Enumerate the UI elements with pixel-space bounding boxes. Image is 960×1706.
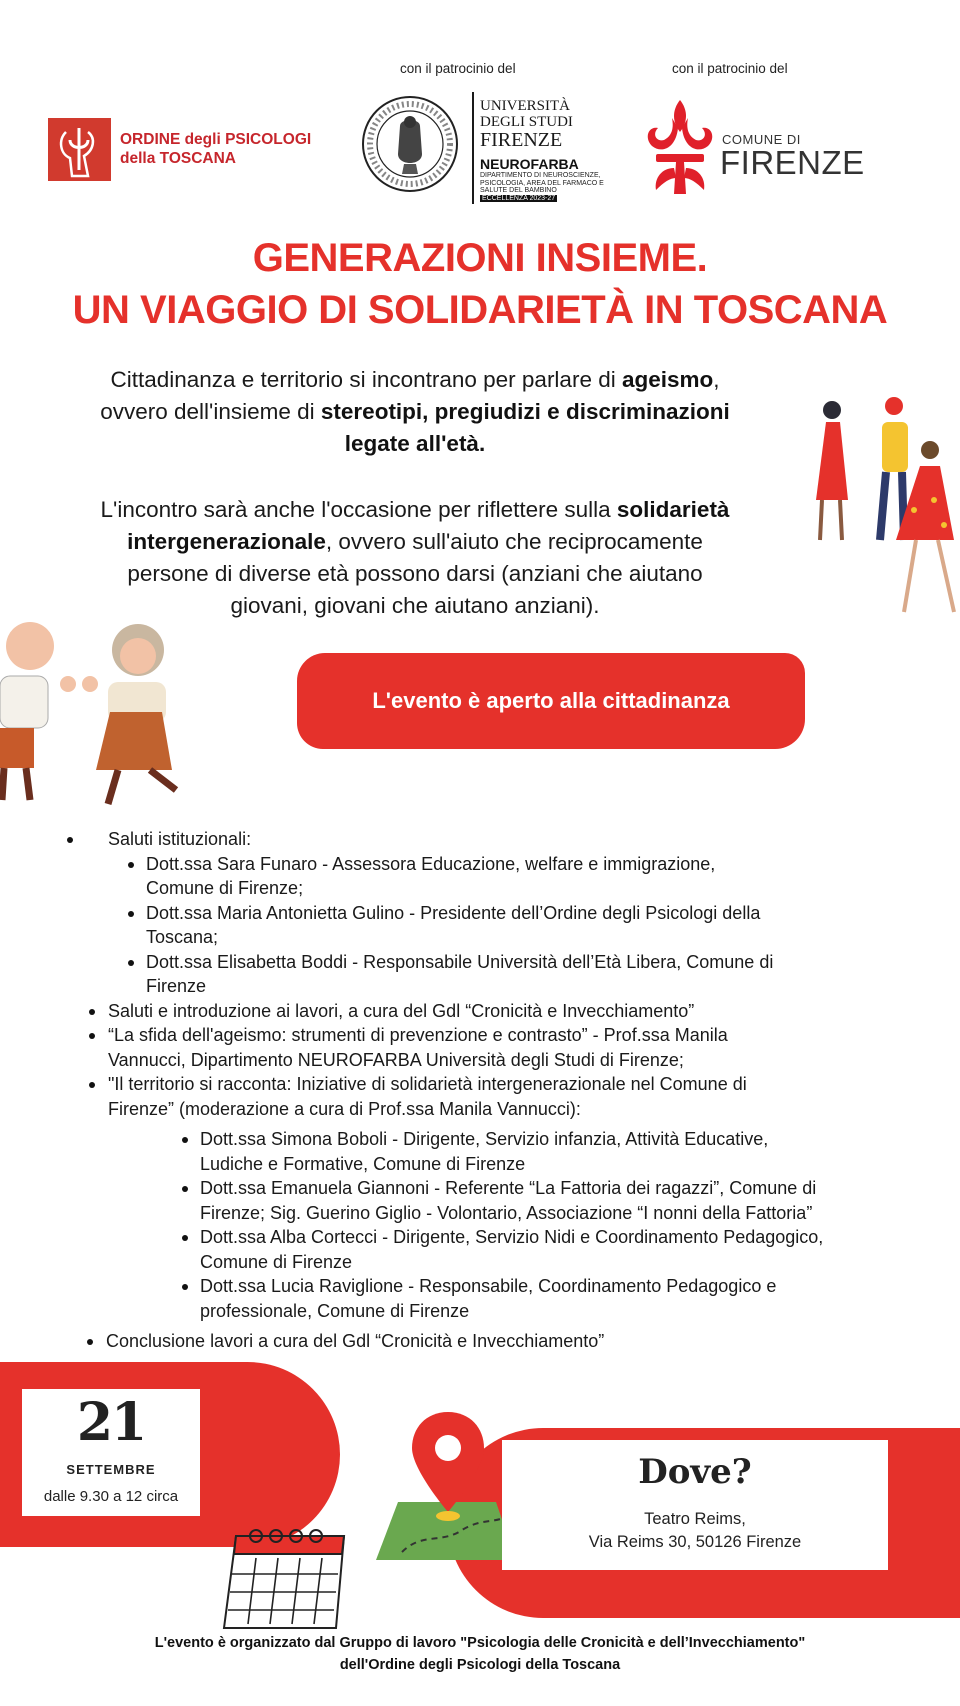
date-day: 21 (76, 1392, 146, 1453)
open-event-banner: L'evento è aperto alla cittadinanza (372, 688, 730, 713)
unifi-dept: NEUROFARBA (480, 156, 579, 172)
territorio-item-4-line2: professionale, Comune di Firenze (200, 1300, 470, 1321)
intro-paragraph-1 (40, 364, 790, 460)
giglio-icon (642, 98, 718, 198)
saluti-item-2-line2: Toscana; (146, 927, 219, 947)
unifi-name-line1: UNIVERSITÀ (480, 98, 570, 114)
list-item (86, 1023, 886, 1072)
calendar-icon (212, 1528, 348, 1633)
intro-paragraph-2 (40, 494, 790, 622)
location-address (502, 1508, 888, 1554)
territorio-item-1-line2: Ludiche e Formative, Comune di Firenze (200, 1153, 526, 1174)
list-item (200, 1274, 886, 1323)
territorio-item-2-line2: Firenze; Sig. Guerino Giglio - Volontario, Associazione “I nonni della Fattoria” (200, 1202, 813, 1223)
sfida-line1: “La sfida dell'ageismo: strumenti di prevenzione e contrasto” - Prof.ssa Manila (108, 1025, 728, 1045)
patrocinio-label-unifi: con il patrocinio del (400, 61, 516, 76)
intro1-d: ovvero dell'insieme di (100, 399, 321, 424)
date-time: dalle 9.30 a 12 circa (43, 1488, 179, 1505)
territorio-item-3-line2: Comune di Firenze (200, 1251, 353, 1272)
territorio-line2: Firenze” (moderazione a cura di Prof.ssa Manila Vannucci): (108, 1098, 581, 1119)
saluti-item-1-line1: Dott.ssa Sara Funaro - Assessora Educazione, welfare e immigrazione, (146, 853, 716, 874)
unifi-seal-icon (360, 94, 460, 194)
list-item (86, 827, 886, 852)
unifi-dept-note: ECCELLENZA 2023-27 (482, 194, 556, 202)
list-item (86, 1329, 886, 1354)
intro1-f: legate all'età. (344, 431, 486, 456)
firenze-label: FIRENZE (720, 144, 865, 181)
list-item (86, 1072, 886, 1121)
program-list (86, 827, 886, 1354)
comune-di-label: COMUNE DI (722, 132, 801, 147)
intro1-c: , (713, 367, 720, 392)
territorio-item-1-line1: Dott.ssa Simona Boboli - Dirigente, Servizio infanzia, Attività Educative, (200, 1129, 769, 1149)
people-walking-illustration (804, 390, 960, 630)
title-line1: GENERAZIONI INSIEME. (252, 236, 708, 280)
territorio-line1: "Il territorio si racconta: Iniziative di solidarietà intergenerazionale nel Comune di (108, 1074, 747, 1094)
intro2-b: solidarietà (616, 497, 730, 522)
page-title (0, 232, 960, 336)
intro2-f: giovani, giovani che aiutano anziani). (230, 593, 600, 618)
footer-organizer (0, 1632, 960, 1676)
unifi-name-line2: DEGLI STUDI (480, 114, 573, 130)
list-item (146, 950, 886, 999)
territorio-item-4-line1: Dott.ssa Lucia Raviglione - Responsabile, Coordinamento Pedagogico e (200, 1276, 777, 1296)
list-item (146, 852, 886, 901)
list-item (86, 999, 886, 1024)
unifi-logo (360, 88, 620, 206)
intro1-e: stereotipi, pregiudizi e discriminazioni (320, 399, 730, 424)
saluti-item-1-line2: Comune di Firenze; (146, 878, 304, 898)
ordine-psicologi-logo (48, 118, 348, 186)
unifi-dept-sub: DIPARTIMENTO DI NEUROSCIENZE, PSICOLOGIA, AREA DEL FARMACO E SALUTE DEL BAMBINO (480, 172, 604, 194)
conclusione: Conclusione lavori a cura del Gdl “Cronicità e Invecchiamento” (106, 1331, 605, 1351)
date-month: SETTEMBRE (66, 1462, 156, 1477)
map-pin-icon (372, 1412, 522, 1562)
list-item (200, 1127, 886, 1176)
psi-icon (48, 118, 111, 181)
elderly-couple-illustration (0, 612, 182, 812)
title-line2: UN VIAGGIO DI SOLIDARIETÀ IN TOSCANA (72, 288, 888, 332)
intro2-c: intergenerazionale (127, 529, 326, 554)
intro2-a: L'incontro sarà anche l'occasione per riflettere sulla (100, 497, 617, 522)
intro2-e: persone di diverse età possono darsi (anziani che aiutano (127, 561, 703, 586)
ordine-logo-line1: ORDINE degli PSICOLOGI (120, 131, 312, 148)
list-item (200, 1225, 886, 1274)
intro1-b: ageismo (621, 367, 714, 392)
territorio-item-3-line1: Dott.ssa Alba Cortecci - Dirigente, Servizio Nidi e Coordinamento Pedagogico, (200, 1227, 824, 1247)
location-street: Via Reims 30, 50126 Firenze (588, 1533, 802, 1551)
saluti-item-2-line1: Dott.ssa Maria Antonietta Gulino - Presidente dell’Ordine degli Psicologi della (146, 902, 761, 923)
patrocinio-label-comune: con il patrocinio del (672, 61, 788, 76)
saluti-item-3-line1: Dott.ssa Elisabetta Boddi - Responsabile Università dell’Età Libera, Comune di (146, 951, 774, 972)
footer-line1: L'evento è organizzato dal Gruppo di lavoro "Psicologia delle Cronicità e dell’Invecchiamento" (154, 1635, 806, 1651)
location-venue: Teatro Reims, (644, 1510, 746, 1528)
saluti-label: Saluti istituzionali: (108, 829, 252, 849)
location-title: Dove? (638, 1452, 752, 1492)
saluti-item-3-line2: Firenze (146, 976, 207, 996)
sfida-line2: Vannucci, Dipartimento NEUROFARBA Università degli Studi di Firenze; (108, 1049, 684, 1070)
list-item (146, 901, 886, 950)
ordine-logo-line2: della TOSCANA (120, 150, 236, 167)
list-item (200, 1176, 886, 1225)
intro-lavori: Saluti e introduzione ai lavori, a cura del Gdl “Cronicità e Invecchiamento” (108, 1000, 695, 1021)
intro2-d: , ovvero sull'aiuto che reciprocamente (325, 529, 703, 554)
comune-firenze-logo (642, 98, 882, 198)
footer-line2: dell'Ordine degli Psicologi della Toscana (339, 1657, 621, 1673)
intro1-a: Cittadinanza e territorio si incontrano per parlare di (110, 367, 622, 392)
unifi-name-line3: FIRENZE (480, 129, 563, 151)
territorio-item-2-line1: Dott.ssa Emanuela Giannoni - Referente “La Fattoria dei ragazzi”, Comune di (200, 1178, 817, 1198)
